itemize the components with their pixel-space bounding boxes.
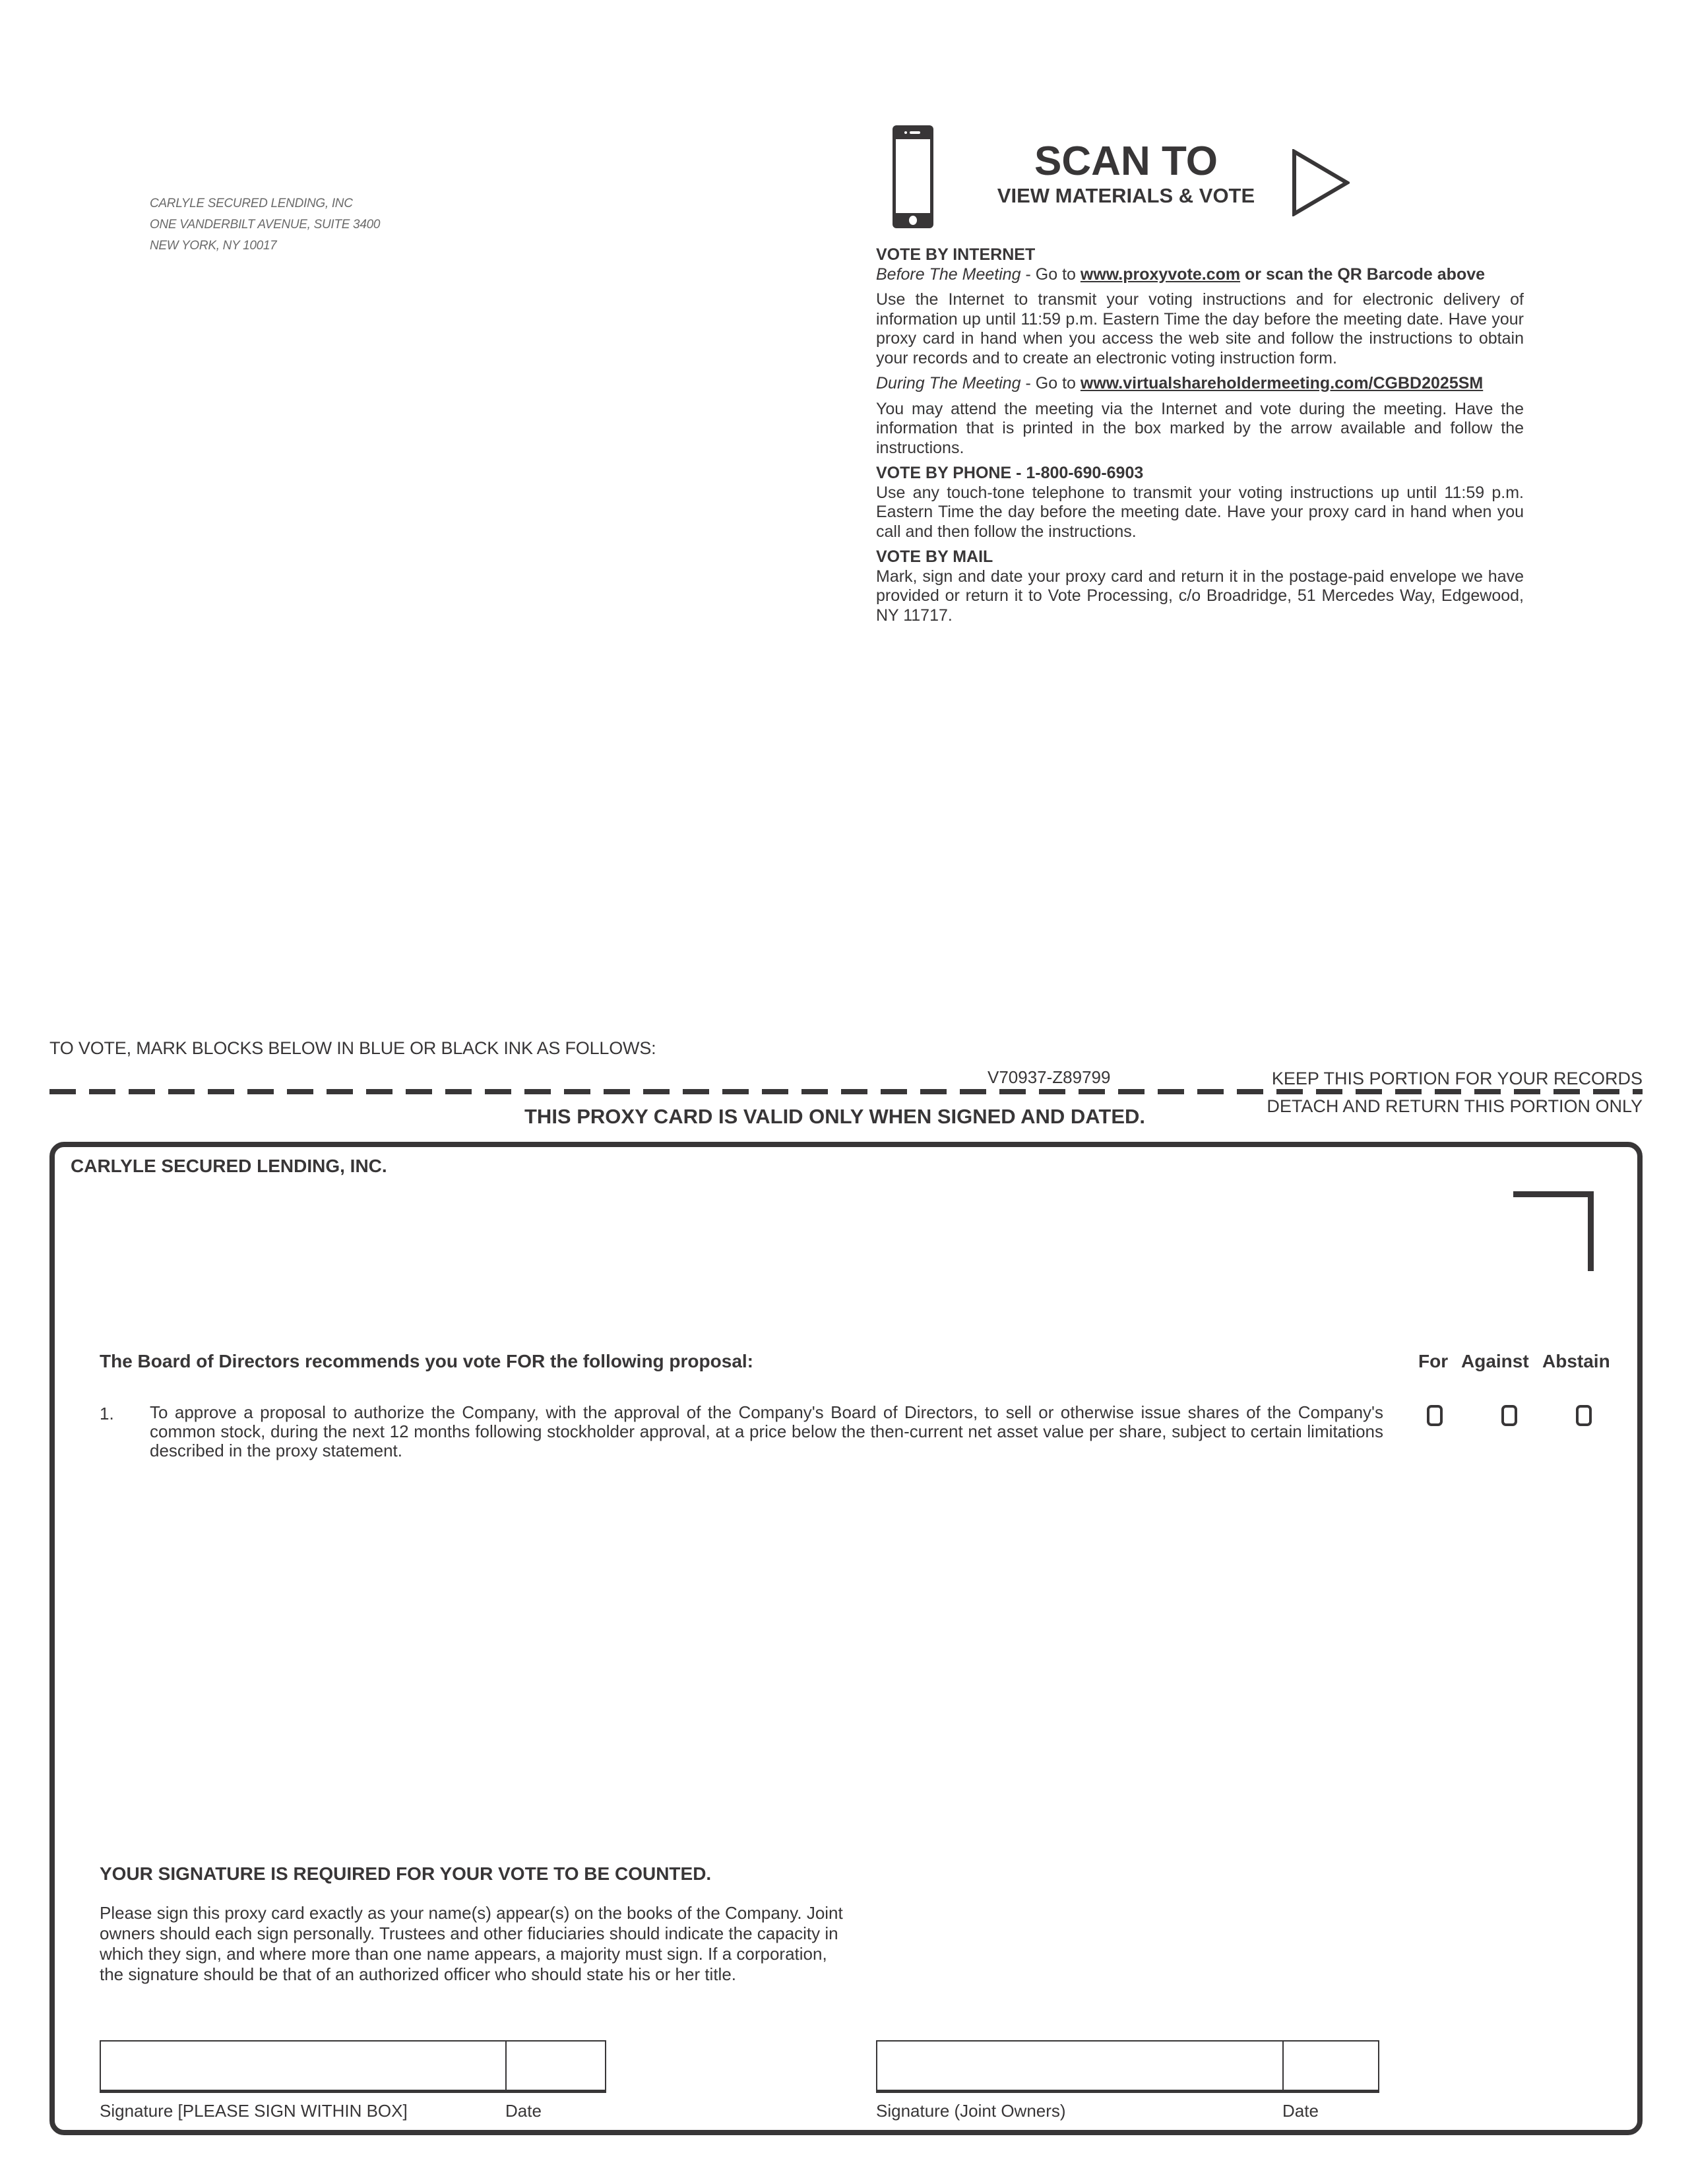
keep-portion-label: KEEP THIS PORTION FOR YOUR RECORDS bbox=[1271, 1069, 1643, 1088]
joint-signature-date-label: Date bbox=[1282, 2101, 1319, 2121]
scan-subtitle: VIEW MATERIALS & VOTE bbox=[997, 184, 1255, 207]
corner-registration-mark bbox=[1513, 1191, 1594, 1271]
proposal-1-abstain-checkbox[interactable] bbox=[1576, 1405, 1592, 1426]
vote-internet-body: Use the Internet to transmit your voting instructions and for electronic delivery of information up until 11:59 p.m. Eastern Time the day before the meeting date. Have your proxy card in hand when you access the web site and follow the instructions to obtain your records and to create an electronic voting instruction form. bbox=[876, 290, 1524, 367]
signature-heading: YOUR SIGNATURE IS REQUIRED FOR YOUR VOTE TO BE COUNTED. bbox=[100, 1863, 712, 1884]
during-meeting-label: During The Meeting bbox=[876, 374, 1021, 392]
signature-date-label: Date bbox=[505, 2101, 542, 2121]
signature-instructions: Please sign this proxy card exactly as your name(s) appear(s) on the books of the Company. Joint owners should each sign personally. Trustees and other fiduciaries should indicate the capacity in which they sign, and where more than one name appears, a majority must sign. If a corporation, the signature should be that of an authorized officer who should state his or her title. bbox=[100, 1903, 843, 1984]
address-line-street: ONE VANDERBILT AVENUE, SUITE 3400 bbox=[150, 218, 381, 232]
vote-internet-heading: VOTE BY INTERNET bbox=[876, 245, 1036, 264]
column-for: For bbox=[1418, 1351, 1449, 1371]
vote-internet-during-line: During The Meeting - Go to www.virtualshareholdermeeting.com/CGBD2025SM bbox=[876, 374, 1484, 392]
vote-mail-heading: VOTE BY MAIL bbox=[876, 547, 993, 566]
detach-portion-label: DETACH AND RETURN THIS PORTION ONLY bbox=[1267, 1096, 1643, 1116]
document-code: V70937-Z89799 bbox=[988, 1067, 1111, 1087]
vote-internet-before-line: Before The Meeting - Go to www.proxyvote.com or scan the QR Barcode above bbox=[876, 265, 1486, 284]
proposal-text: To approve a proposal to authorize the Company, with the approval of the Company's Board of Directors, to sell or otherwise issue shares of the Company's common stock, during the next 12 months following stockholder approval, at a price below the then-current net asset value per share, subject to certain limitations described in the proxy statement. bbox=[150, 1402, 1383, 1460]
signature-field[interactable] bbox=[100, 2040, 507, 2093]
address-line-city: NEW YORK, NY 10017 bbox=[150, 239, 277, 253]
scan-banner bbox=[984, 139, 1268, 207]
virtual-meeting-link[interactable]: www.virtualshareholdermeeting.com/CGBD2025SM bbox=[1080, 374, 1484, 392]
triangle-arrow-icon bbox=[1292, 149, 1350, 216]
proposal-1-against-checkbox[interactable] bbox=[1501, 1405, 1517, 1426]
scan-title: SCAN TO bbox=[1034, 139, 1218, 184]
proposal-number: 1. bbox=[100, 1404, 114, 1423]
before-meeting-label: Before The Meeting bbox=[876, 265, 1021, 284]
return-address bbox=[150, 193, 380, 257]
detach-line bbox=[49, 1089, 1643, 1094]
card-company-name: CARLYLE SECURED LENDING, INC. bbox=[71, 1156, 387, 1176]
address-line-company: CARLYLE SECURED LENDING, INC bbox=[150, 197, 353, 210]
vote-phone-heading: VOTE BY PHONE - 1-800-690-6903 bbox=[876, 464, 1144, 482]
vote-mail-body: Mark, sign and date your proxy card and return it in the postage-paid envelope we have provided or return it to Vote Processing, c/o Broadridge, 51 Mercedes Way, Edgewood, NY 11717. bbox=[876, 567, 1524, 625]
signature-date-field[interactable] bbox=[505, 2040, 606, 2093]
board-recommendation: The Board of Directors recommends you vote FOR the following proposal: bbox=[100, 1351, 753, 1371]
proposal-1-for-checkbox[interactable] bbox=[1427, 1405, 1443, 1426]
signature-label: Signature [PLEASE SIGN WITHIN BOX] bbox=[100, 2101, 408, 2121]
valid-notice: THIS PROXY CARD IS VALID ONLY WHEN SIGNED AND DATED. bbox=[524, 1105, 1146, 1128]
joint-signature-date-field[interactable] bbox=[1282, 2040, 1379, 2093]
proxyvote-link[interactable]: www.proxyvote.com bbox=[1080, 265, 1241, 284]
column-abstain: Abstain bbox=[1542, 1351, 1610, 1371]
joint-signature-label: Signature (Joint Owners) bbox=[876, 2101, 1066, 2121]
column-against: Against bbox=[1461, 1351, 1529, 1371]
ink-instruction: TO VOTE, MARK BLOCKS BELOW IN BLUE OR BLACK INK AS FOLLOWS: bbox=[49, 1038, 656, 1058]
vote-phone-body: Use any touch-tone telephone to transmit your voting instructions up until 11:59 p.m. Eastern Time the day before the meeting date. Have your proxy card in hand when you call and then follow the instructions. bbox=[876, 483, 1524, 541]
proxy-card bbox=[49, 1142, 1643, 2135]
joint-signature-field[interactable] bbox=[876, 2040, 1284, 2093]
vote-internet-during-body: You may attend the meeting via the Internet and vote during the meeting. Have the information that is printed in the box marked by the arrow available and follow the instructions. bbox=[876, 399, 1524, 457]
voting-instructions bbox=[876, 245, 1524, 625]
smartphone-icon bbox=[893, 125, 933, 228]
